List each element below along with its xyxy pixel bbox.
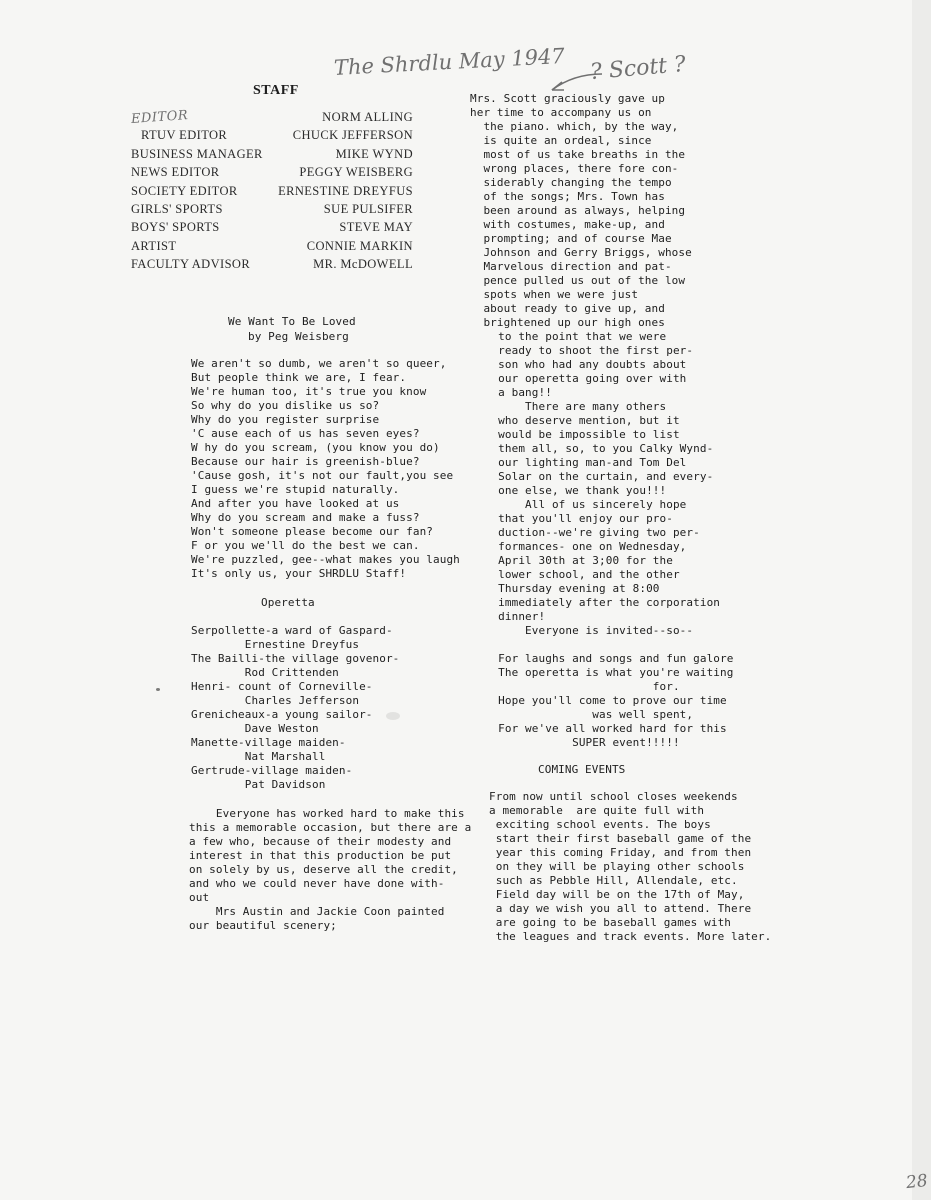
staff-role: ARTIST — [131, 238, 177, 253]
right-column-bottom — [478, 330, 733, 750]
poem-line: We aren't so dumb, we aren't so queer, — [191, 357, 447, 370]
coming-events-line: start their first baseball game of the — [489, 832, 752, 845]
column-line: For laughs and songs and fun galore — [478, 652, 734, 665]
column-line: siderably changing the tempo — [470, 176, 672, 189]
column-line: for. — [478, 680, 680, 693]
poem-line: Because our hair is greenish-blue? — [191, 455, 420, 468]
poem-line: But people think we are, I fear. — [191, 371, 407, 384]
coming-events-line: such as Pebble Hill, Allendale, etc. — [489, 874, 738, 887]
coming-events-line: Field day will be on the 17th of May, — [489, 888, 745, 901]
column-line: her time to accompany us on — [470, 106, 652, 119]
poem-line: Won't someone please become our fan? — [191, 525, 434, 538]
staff-name: ERNESTINE DREYFUS — [278, 183, 413, 198]
staff-row — [131, 165, 413, 183]
column-line: our operetta going over with — [478, 372, 687, 385]
staff-row — [131, 147, 413, 165]
cast-line: Ernestine Dreyfus — [191, 638, 360, 651]
column-line: All of us sincerely hope — [478, 498, 687, 511]
staff-name: PEGGY WEISBERG — [299, 165, 413, 180]
staff-name: SUE PULSIFER — [323, 201, 413, 216]
column-line: son who had any doubts about — [478, 358, 687, 371]
poem-line: And after you have looked at us — [191, 497, 400, 510]
column-line: Everyone is invited--so-- — [478, 624, 694, 637]
ink-smudge — [386, 712, 400, 720]
cast-line: Nat Marshall — [191, 750, 326, 763]
column-line: is quite an ordeal, since — [470, 134, 652, 147]
column-line: formances- one on Wednesday, — [478, 540, 687, 553]
cast-line: Gertrude-village maiden- — [191, 764, 353, 777]
cast-line: Manette-village maiden- — [191, 736, 346, 749]
coming-events-line: a day we wish you all to attend. There — [489, 902, 752, 915]
handwritten-title: The Shrdlu May 1947 — [333, 43, 566, 80]
staff-name: STEVE MAY — [339, 220, 413, 235]
cast-line: Pat Davidson — [191, 778, 326, 791]
column-line: dinner! — [478, 610, 546, 623]
poem-line: F or you we'll do the best we can. — [191, 539, 420, 552]
column-line: prompting; and of course Mae — [470, 232, 672, 245]
coming-events-line: exciting school events. The boys — [489, 818, 711, 831]
column-line: been around as always, helping — [470, 204, 686, 217]
poem-body — [191, 357, 460, 581]
cast-line: Grenicheaux-a young sailor- — [191, 708, 373, 721]
staff-row — [131, 184, 413, 202]
staff-role: BUSINESS MANAGER — [131, 146, 263, 161]
staff-title: STAFF — [253, 83, 299, 98]
handwritten-note: ? Scott ? — [589, 51, 687, 86]
operetta-paragraph — [189, 807, 471, 933]
column-line: April 30th at 3;00 for the — [478, 554, 673, 567]
staff-name: MIKE WYND — [335, 146, 413, 161]
column-line: a bang!! — [478, 386, 552, 399]
column-line: was well spent, — [478, 708, 694, 721]
column-line: ready to shoot the first per- — [478, 344, 694, 357]
column-line: duction--we're giving two per- — [478, 526, 700, 539]
column-line: spots when we were just — [470, 288, 639, 301]
column-line: brightened up our high ones — [470, 316, 665, 329]
staff-role: GIRLS' SPORTS — [131, 201, 223, 216]
coming-events-line: the leagues and track events. More later. — [489, 930, 772, 943]
column-line: Marvelous direction and pat- — [470, 260, 672, 273]
page-edge — [912, 0, 931, 1200]
coming-events-line: year this coming Friday, and from then — [489, 846, 752, 859]
column-line: immediately after the corporation — [478, 596, 721, 609]
staff-name: NORM ALLING — [322, 110, 413, 124]
column-line: one else, we thank you!!! — [478, 484, 667, 497]
column-line: Thursday evening at 8:00 — [478, 582, 660, 595]
coming-events-line: on they will be playing other schools — [489, 860, 745, 873]
cast-line: Charles Jefferson — [191, 694, 360, 707]
column-line: Johnson and Gerry Briggs, whose — [470, 246, 692, 259]
column-line: our lighting man-and Tom Del — [478, 456, 687, 469]
poem-line: I guess we're stupid naturally. — [191, 483, 400, 496]
column-line: them all, so, to you Calky Wynd- — [478, 442, 714, 455]
paragraph-line: and who we could never have done with- — [189, 877, 445, 890]
coming-events-line: a memorable are quite full with — [489, 804, 705, 817]
coming-events-body — [489, 790, 771, 944]
column-line: The operetta is what you're waiting — [478, 666, 734, 679]
poem-line: Why do you scream and make a fuss? — [191, 511, 420, 524]
staff-row — [131, 110, 413, 128]
column-line: with costumes, make-up, and — [470, 218, 665, 231]
cast-line: Henri- count of Corneville- — [191, 680, 373, 693]
poem-line: W hy do you scream, (you know you do) — [191, 441, 440, 454]
paragraph-line: our beautiful scenery; — [189, 919, 337, 932]
column-line: that you'll enjoy our pro- — [478, 512, 673, 525]
poem-line: 'C ause each of us has seven eyes? — [191, 427, 420, 440]
staff-row — [131, 257, 413, 275]
paragraph-line: a few who, because of their modesty and — [189, 835, 452, 848]
staff-role: RTUV EDITOR — [141, 128, 228, 143]
cast-line: The Bailli-the village govenor- — [191, 652, 400, 665]
column-line: Solar on the curtain, and every- — [478, 470, 714, 483]
ink-dot — [156, 688, 160, 691]
staff-row — [131, 220, 413, 238]
cast-line: Dave Weston — [191, 722, 319, 735]
poem-line: We're human too, it's true you know — [191, 385, 427, 398]
staff-list — [131, 110, 413, 276]
poem-line: We're puzzled, gee--what makes you laugh — [191, 553, 460, 566]
staff-role: FACULTY ADVISOR — [131, 257, 251, 272]
column-line: of the songs; Mrs. Town has — [470, 190, 665, 203]
coming-events-line: are going to be baseball games with — [489, 916, 732, 929]
poem-line: 'Cause gosh, it's not our fault,you see — [191, 469, 454, 482]
staff-role: NEWS EDITOR — [131, 165, 220, 180]
coming-events-line: From now until school closes weekends — [489, 790, 738, 803]
staff-row — [131, 202, 413, 220]
poem-line: So why do you dislike us so? — [191, 399, 380, 412]
poem-title: We Want To Be Loved — [228, 315, 356, 328]
paragraph-line: on solely by us, deserve all the credit, — [189, 863, 458, 876]
poem-line: It's only us, your SHRDLU Staff! — [191, 567, 407, 580]
cast-line: Rod Crittenden — [191, 666, 339, 679]
column-line: SUPER event!!!!! — [478, 736, 680, 749]
staff-row — [131, 128, 413, 146]
paragraph-line: Everyone has worked hard to make this — [189, 807, 465, 820]
column-line: about ready to give up, and — [470, 302, 665, 315]
staff-name: CONNIE MARKIN — [306, 238, 413, 253]
operetta-heading: Operetta — [261, 596, 315, 609]
column-line: For we've all worked hard for this — [478, 722, 727, 735]
staff-name: CHUCK JEFFERSON — [292, 128, 413, 143]
column-line: the piano. which, by the way, — [470, 120, 679, 133]
poem-author: by Peg Weisberg — [248, 330, 349, 343]
column-line: lower school, and the other — [478, 568, 680, 581]
right-column-top — [470, 92, 692, 330]
paragraph-line: interest in that this production be put — [189, 849, 452, 862]
paragraph-line: out — [189, 891, 210, 904]
column-line: to the point that we were — [478, 330, 667, 343]
column-line: pence pulled us out of the low — [470, 274, 686, 287]
column-line: who deserve mention, but it — [478, 414, 680, 427]
staff-row — [131, 239, 413, 257]
column-line: Mrs. Scott graciously gave up — [470, 92, 665, 105]
column-line: most of us take breaths in the — [470, 148, 686, 161]
staff-role: BOYS' SPORTS — [131, 220, 220, 235]
coming-events-heading: COMING EVENTS — [538, 763, 626, 776]
staff-name: MR. McDOWELL — [313, 257, 413, 272]
column-line: would be impossible to list — [478, 428, 680, 441]
paragraph-line: this a memorable occasion, but there are a — [189, 821, 472, 834]
column-line: There are many others — [478, 400, 667, 413]
poem-line: Why do you register surprise — [191, 413, 380, 426]
cast-list — [191, 624, 399, 792]
handwritten-page-number: 28 — [905, 1170, 929, 1194]
handwritten-editor-label: EDITOR — [130, 108, 189, 127]
column-line: wrong places, there fore con- — [470, 162, 679, 175]
paragraph-line: Mrs Austin and Jackie Coon painted — [189, 905, 445, 918]
column-line — [478, 638, 733, 652]
staff-role: SOCIETY EDITOR — [131, 183, 238, 198]
column-line: Hope you'll come to prove our time — [478, 694, 727, 707]
cast-line: Serpollette-a ward of Gaspard- — [191, 624, 393, 637]
